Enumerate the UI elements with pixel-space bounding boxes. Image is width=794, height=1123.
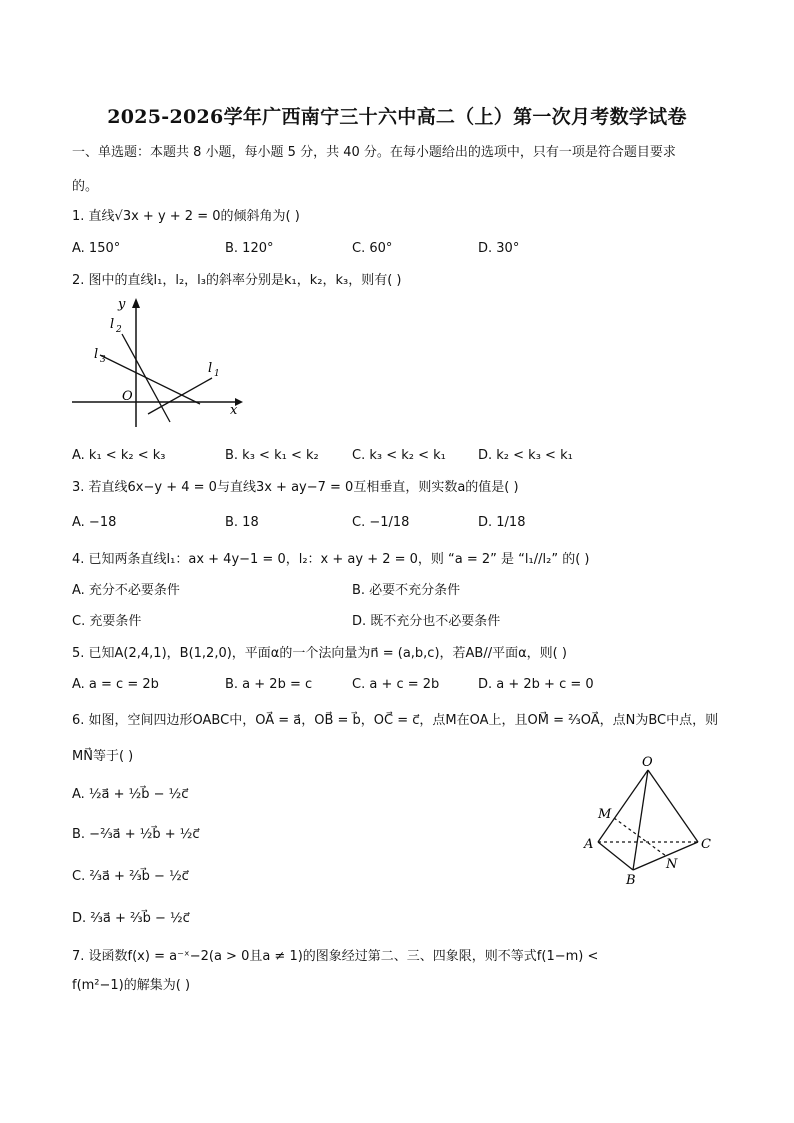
q4-option-a[interactable]: A. 充分不必要条件 [72,583,180,598]
label-x: x [230,403,238,418]
q4-option-c[interactable]: C. 充要条件 [72,614,142,629]
y-axis-arrow [132,298,140,308]
section-heading-cont: 的。 [72,179,99,194]
label-M: M [598,807,612,822]
label-B: B [626,873,636,887]
q2-option-b[interactable]: B. k₃ < k₁ < k₂ [225,448,319,463]
line-l3 [100,355,200,404]
q1-option-b[interactable]: B. 120° [225,241,274,256]
edge-AB [598,842,633,870]
label-N: N [666,857,678,872]
q6-option-c[interactable]: C. ⅔a⃗ + ⅔b⃗ − ½c⃗ [72,869,189,884]
edge-OC [648,770,698,842]
q6-option-d[interactable]: D. ⅔a⃗ + ⅔b⃗ − ½c⃗ [72,911,190,926]
question-1-stem: 1. 直线√3x + y + 2 = 0的倾斜角为( ) [72,209,300,224]
label-O: O [642,755,653,770]
q1-option-a[interactable]: A. 150° [72,241,121,256]
question-6-stem-cont: MN⃗等于( ) [72,749,134,764]
page-title: 2025-2026学年广西南宁三十六中高二（上）第一次月考数学试卷 [107,106,687,128]
label-l1-sub: 1 [214,369,220,379]
question-2-stem: 2. 图中的直线l₁，l₂，l₃的斜率分别是k₁，k₂，k₃，则有( ) [72,273,402,288]
lines-figure [70,292,250,432]
q6-option-a[interactable]: A. ½a⃗ + ½b⃗ − ½c⃗ [72,787,189,802]
label-y: y [118,297,126,312]
q5-option-c[interactable]: C. a + c = 2b [352,677,440,692]
tetrahedron-figure [578,752,728,887]
q6-option-b[interactable]: B. −⅔a⃗ + ½b⃗ + ½c⃗ [72,827,200,842]
edge-OA [598,770,648,842]
label-A: A [584,837,594,852]
section-heading: 一、单选题：本题共 8 小题，每小题 5 分，共 40 分。在每小题给出的选项中，只有一项是符合题目要求 [72,145,676,160]
q2-option-d[interactable]: D. k₂ < k₃ < k₁ [478,448,573,463]
q3-option-c[interactable]: C. −1/18 [352,515,410,530]
q3-option-b[interactable]: B. 18 [225,515,259,530]
q5-option-a[interactable]: A. a = c = 2b [72,677,159,692]
question-5-stem: 5. 已知A(2,4,1)，B(1,2,0)，平面α的一个法向量为n⃗ = (a,b,c)，若AB//平面α，则( ) [72,646,567,661]
label-l2: l [110,317,115,332]
q1-option-d[interactable]: D. 30° [478,241,520,256]
q5-option-b[interactable]: B. a + 2b = c [225,677,313,692]
q4-option-b[interactable]: B. 必要不充分条件 [352,583,461,598]
q4-option-d[interactable]: D. 既不充分也不必要条件 [352,614,501,629]
question-4-stem: 4. 已知两条直线l₁：ax + 4y−1 = 0，l₂：x + ay + 2 = 0，则 “a = 2” 是 “l₁//l₂” 的( ) [72,552,590,567]
label-C: C [701,837,711,852]
question-7-stem: 7. 设函数f(x) = a⁻ˣ−2(a > 0且a ≠ 1)的图象经过第二、三、四象限，则不等式f(1−m) < [72,949,599,964]
q2-option-a[interactable]: A. k₁ < k₂ < k₃ [72,448,166,463]
label-l1: l [208,361,213,376]
question-7-stem-cont: f(m²−1)的解集为( ) [72,978,191,993]
q1-option-c[interactable]: C. 60° [352,241,393,256]
edge-OB [633,770,648,870]
label-O: O [122,389,133,404]
q5-option-d[interactable]: D. a + 2b + c = 0 [478,677,594,692]
question-3-stem: 3. 若直线6x−y + 4 = 0与直线3x + ay−7 = 0互相垂直，则实数a的值是( ) [72,480,519,495]
label-l3-sub: 3 [100,355,106,365]
question-6-stem: 6. 如图，空间四边形OABC中，OA⃗ = a⃗，OB⃗ = b⃗，OC⃗ = c⃗，点M在OA上，且OM⃗ = ⅔OA⃗，点N为BC中点，则 [72,713,719,728]
q3-option-a[interactable]: A. −18 [72,515,117,530]
q2-option-c[interactable]: C. k₃ < k₂ < k₁ [352,448,446,463]
label-l2-sub: 2 [116,325,122,335]
q3-option-d[interactable]: D. 1/18 [478,515,526,530]
label-l3: l [94,347,99,362]
